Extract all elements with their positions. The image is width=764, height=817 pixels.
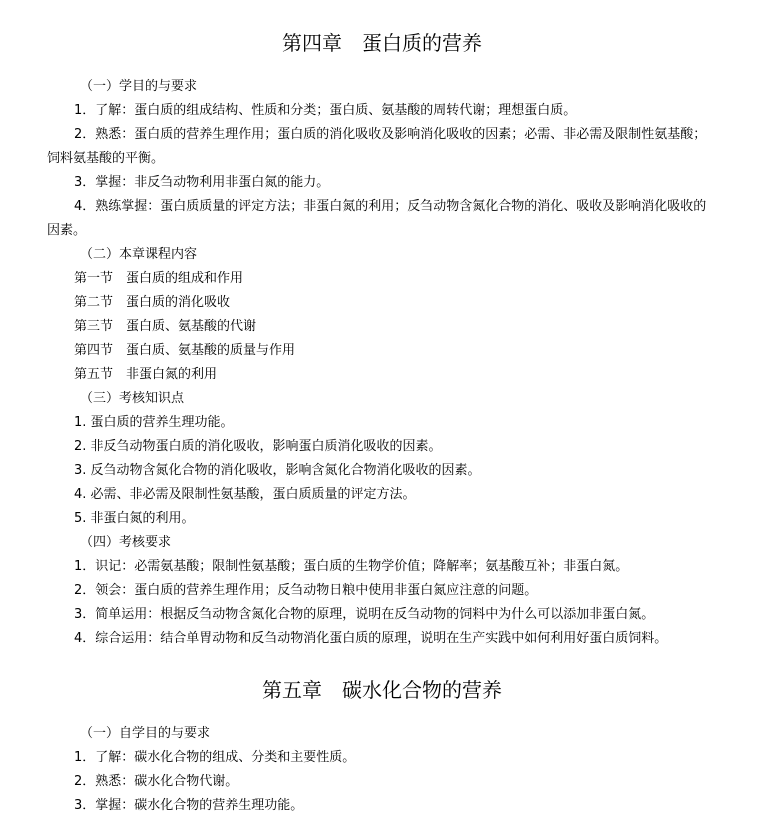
ch4-requirement-item: 2．领会：蛋白质的营养生理作用；反刍动物日粮中使用非蛋白氮应注意的问题。 (74, 583, 538, 598)
ch4-knowledge-heading: （三）考核知识点 (80, 391, 185, 406)
ch4-requirement-item: 3．简单运用：根据反刍动物含氮化合物的原理，说明在反刍动物的饲料中为什么可以添加非蛋白氮。 (74, 607, 655, 622)
ch4-knowledge-item: 5. 非蛋白氮的利用。 (74, 511, 195, 526)
chapter-5-title: 第五章 碳水化合物的营养 (262, 678, 502, 702)
ch4-knowledge-item: 3. 反刍动物含氮化合物的消化吸收，影响含氮化合物消化吸收的因素。 (74, 463, 481, 478)
ch4-objective-item: 3．掌握：非反刍动物利用非蛋白氮的能力。 (74, 175, 330, 190)
ch4-knowledge-item: 4. 必需、非必需及限制性氨基酸，蛋白质质量的评定方法。 (74, 487, 416, 502)
ch4-content-heading: （二）本章课程内容 (80, 247, 198, 262)
ch4-objective-item-continuation: 因素。 (47, 223, 87, 238)
ch4-objectives-heading: （一）学目的与要求 (80, 79, 198, 94)
ch5-objective-item: 2．熟悉：碳水化合物代谢。 (74, 774, 239, 789)
ch4-section-item: 第三节 蛋白质、氨基酸的代谢 (74, 319, 257, 334)
ch4-section-item: 第二节 蛋白质的消化吸收 (74, 295, 231, 310)
ch4-section-item: 第一节 蛋白质的组成和作用 (74, 271, 244, 286)
ch4-requirements-heading: （四）考核要求 (80, 535, 172, 550)
ch4-section-item: 第四节 蛋白质、氨基酸的质量与作用 (74, 343, 296, 358)
ch5-objectives-heading: （一）自学目的与要求 (80, 726, 211, 741)
ch4-section-item: 第五节 非蛋白氮的利用 (74, 367, 218, 382)
ch5-objective-item: 3．掌握：碳水化合物的营养生理功能。 (74, 798, 304, 813)
ch4-objective-item: 1．了解：蛋白质的组成结构、性质和分类；蛋白质、氨基酸的周转代谢；理想蛋白质。 (74, 103, 577, 118)
ch4-objective-item: 2．熟悉：蛋白质的营养生理作用；蛋白质的消化吸收及影响消化吸收的因素；必需、非必需及限制性氨基酸； (74, 127, 707, 142)
ch4-requirement-item: 4．综合运用：结合单胃动物和反刍动物消化蛋白质的原理，说明在生产实践中如何利用好蛋白质饲料。 (74, 631, 668, 646)
chapter-4-title: 第四章 蛋白质的营养 (282, 31, 482, 55)
ch4-requirement-item: 1．识记：必需氨基酸；限制性氨基酸；蛋白质的生物学价值；降解率；氨基酸互补；非蛋白氮。 (74, 559, 629, 574)
ch4-knowledge-item: 1. 蛋白质的营养生理功能。 (74, 415, 234, 430)
ch4-objective-item-continuation: 饲料氨基酸的平衡。 (47, 151, 165, 166)
ch5-objective-item: 1．了解：碳水化合物的组成、分类和主要性质。 (74, 750, 356, 765)
ch4-objective-item: 4．熟练掌握：蛋白质质量的评定方法；非蛋白氮的利用；反刍动物含氮化合物的消化、吸收及影响消化吸收的 (74, 199, 707, 214)
ch4-knowledge-item: 2. 非反刍动物蛋白质的消化吸收，影响蛋白质消化吸收的因素。 (74, 439, 442, 454)
